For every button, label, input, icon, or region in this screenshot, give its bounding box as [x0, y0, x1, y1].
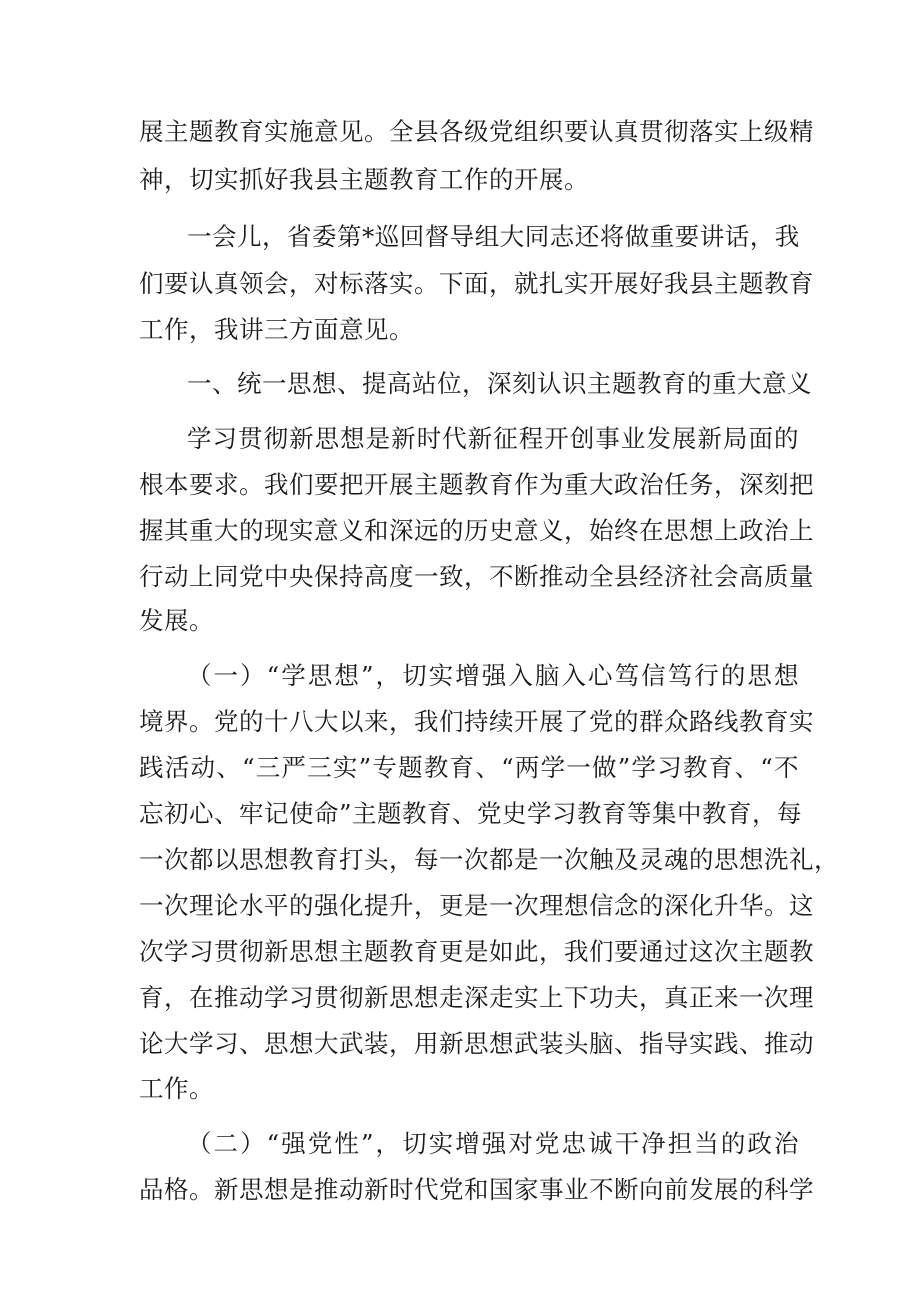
paragraph-line: 行动上同党中央保持高度一致，不断推动全县经济社会高质量	[139, 562, 814, 591]
paragraph-line: 践活动、“三严三实”专题教育、“两学一做”学习教育、“不	[139, 753, 799, 782]
paragraph-line: 品格。新思想是推动新时代党和国家事业不断向前发展的科学	[139, 1175, 814, 1204]
paragraph-line: 学习贯彻新思想是新时代新征程开创事业发展新局面的	[187, 424, 799, 453]
paragraph-line: 次学习贯彻新思想主题教育更是如此，我们要通过这次主题教	[139, 937, 814, 966]
paragraph-line: 境界。党的十八大以来，我们持续开展了党的群众路线教育实	[139, 707, 814, 736]
paragraph-line: 们要认真领会，对标落实。下面，就扎实开展好我县主题教育	[139, 269, 814, 298]
subsection-heading-line: （二）“强党性”，切实增强对党忠诚干净担当的政治	[187, 1129, 799, 1158]
paragraph-line: 根本要求。我们要把开展主题教育作为重大政治任务，深刻把	[139, 470, 814, 499]
paragraph-line: 发展。	[139, 606, 214, 635]
section-heading: 一、统一思想、提高站位，深刻认识主题教育的重大意义	[187, 369, 812, 398]
paragraph-line: 一次理论水平的强化提升，更是一次理想信念的深化升华。这	[139, 891, 814, 920]
paragraph-line: 一次都以思想教育打头，每一次都是一次触及灵魂的思想洗礼，	[139, 845, 839, 874]
paragraph-line: 育，在推动学习贯彻新思想走深走实上下功夫，真正来一次理	[139, 983, 814, 1012]
paragraph-line: 一会儿，省委第*巡回督导组大同志还将做重要讲话，我	[187, 222, 800, 251]
paragraph-line: 工作。	[139, 1074, 214, 1103]
paragraph-line: 忘初心、牢记使命”主题教育、党史学习教育等集中教育，每	[139, 799, 803, 828]
paragraph-line: 工作，我讲三方面意见。	[139, 315, 414, 344]
paragraph-line: 握其重大的现实意义和深远的历史意义，始终在思想上政治上	[139, 516, 814, 545]
paragraph-line: 论大学习、思想大武装，用新思想武装头脑、指导实践、推动	[139, 1029, 814, 1058]
paragraph-line: 神，切实抓好我县主题教育工作的开展。	[139, 165, 589, 194]
paragraph-line: 展主题教育实施意见。全县各级党组织要认真贯彻落实上级精	[139, 117, 814, 146]
subsection-heading-line: （一）“学思想”，切实增强入脑入心笃信笃行的思想	[187, 661, 799, 690]
